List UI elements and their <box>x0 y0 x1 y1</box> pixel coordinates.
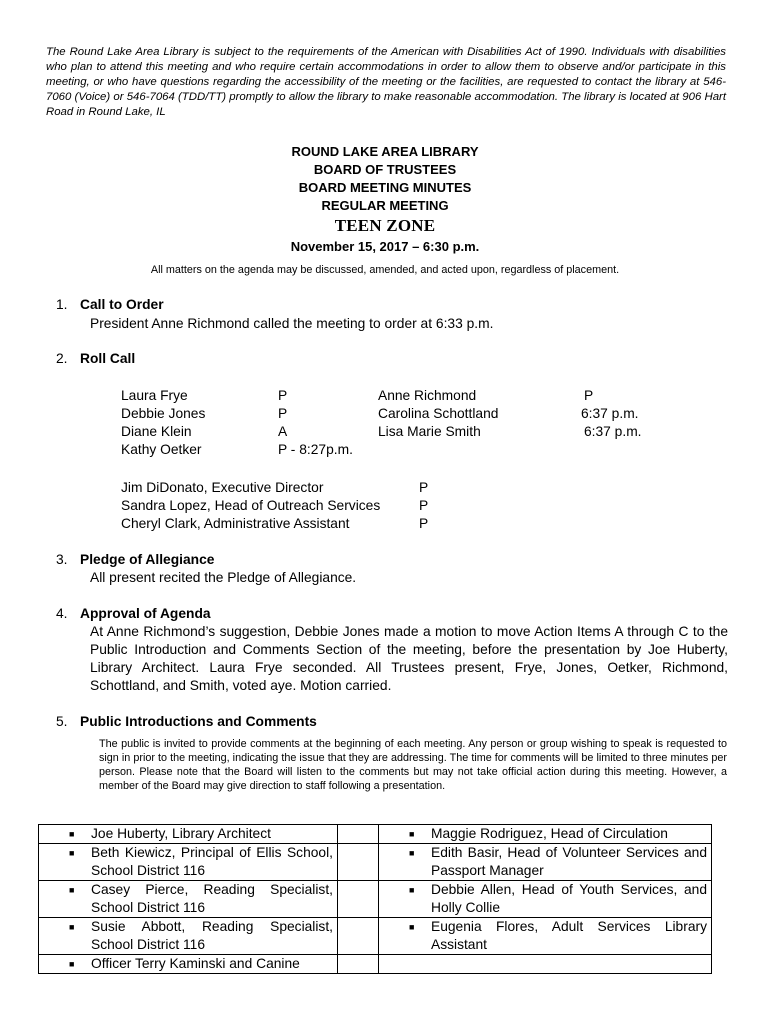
staff-name: Sandra Lopez, Head of Outreach Services <box>121 498 381 513</box>
staff-status: P <box>419 480 429 495</box>
table-cell <box>39 825 338 844</box>
section-roll-call-title <box>56 350 135 368</box>
bullet-icon: ■ <box>409 885 415 895</box>
speaker-name: Edith Basir, Head of Volunteer Services and Passport Manager <box>431 845 707 878</box>
bullet-icon: ■ <box>409 848 415 858</box>
roll-status: 6:37 p.m. <box>581 406 639 421</box>
speaker-name: Susie Abbott, Reading Specialist, School District 116 <box>91 919 333 952</box>
section-title-text: Approval of Agenda <box>80 606 211 621</box>
list-item <box>379 825 711 843</box>
table-cell <box>338 844 379 881</box>
table-row <box>39 955 712 974</box>
table-cell <box>379 825 712 844</box>
staff-name: Jim DiDonato, Executive Director <box>121 480 324 495</box>
roll-name: Lisa Marie Smith <box>378 424 481 439</box>
section-number: 4. <box>56 606 68 621</box>
table-cell <box>39 881 338 918</box>
table-row <box>39 918 712 955</box>
roll-name: Kathy Oetker <box>121 442 202 457</box>
table-cell <box>39 844 338 881</box>
speakers-table <box>38 824 712 974</box>
roll-status: P <box>278 388 288 403</box>
section-public-body: The public is invited to provide comments at the beginning of each meeting. Any person or group wishing to speak is requested to sign in prior to the meeting, indicating the issue that they are addressing. The time for comments will be limited to three minutes per person. Please note that the Board will listen to the comments but may not take official action during this meeting. However, a member of the Board may give direction to staff following a presentation. <box>99 738 727 792</box>
speaker-name: Joe Huberty, Library Architect <box>91 826 271 841</box>
agenda-note: All matters on the agenda may be discussed, amended, and acted upon, regardless of placement. <box>150 264 620 276</box>
section-call-to-order-body: President Anne Richmond called the meeting to order at 6:33 p.m. <box>90 316 494 331</box>
table-row <box>39 844 712 881</box>
section-number: 1. <box>56 297 68 312</box>
bullet-icon: ■ <box>409 829 415 839</box>
speaker-name: Maggie Rodriguez, Head of Circulation <box>431 826 668 841</box>
header-minutes: BOARD MEETING MINUTES <box>298 180 472 195</box>
section-title-text: Call to Order <box>80 297 164 312</box>
section-agenda-title <box>56 605 211 623</box>
roll-name: Diane Klein <box>121 424 192 439</box>
bullet-icon: ■ <box>69 959 75 969</box>
staff-status: P <box>419 516 429 531</box>
roll-status: 6:37 p.m. <box>584 424 642 439</box>
staff-name: Cheryl Clark, Administrative Assistant <box>121 516 350 531</box>
bullet-icon: ■ <box>409 922 415 932</box>
table-cell <box>338 918 379 955</box>
header-date: November 15, 2017 – 6:30 p.m. <box>290 239 480 254</box>
section-number: 5. <box>56 714 68 729</box>
bullet-icon: ■ <box>69 829 75 839</box>
roll-status: P <box>278 406 288 421</box>
speaker-name: Debbie Allen, Head of Youth Services, and Holly Collie <box>431 882 707 915</box>
speaker-name: Casey Pierce, Reading Specialist, School District 116 <box>91 882 333 915</box>
table-row <box>39 825 712 844</box>
speaker-name: Eugenia Flores, Adult Services Library Assistant <box>431 919 707 952</box>
table-row <box>39 881 712 918</box>
table-cell <box>338 881 379 918</box>
list-item <box>39 825 337 843</box>
table-cell <box>379 844 712 881</box>
table-cell <box>39 955 338 974</box>
list-item <box>379 918 711 954</box>
section-pledge-title <box>56 551 214 569</box>
bullet-icon: ■ <box>69 922 75 932</box>
section-title-text: Pledge of Allegiance <box>80 552 215 567</box>
table-cell <box>379 918 712 955</box>
ada-notice: The Round Lake Area Library is subject to the requirements of the American with Disabilities Act of 1990. Individuals with disabilities who plan to attend this meeting and who require certain accommodations in order to allow them to observe and/or participate in this meeting, or who have questions regarding the accessibility of the meeting or the facilities, are requested to contact the library at 546-7060 (Voice) or 546-7064 (TDD/TT) promptly to allow the library to make reasonable accommodation. The library is located at 906 Hart Road in Round Lake, IL <box>46 46 726 118</box>
roll-status: P - 8:27p.m. <box>278 442 353 457</box>
roll-name: Anne Richmond <box>378 388 477 403</box>
bullet-icon: ■ <box>69 848 75 858</box>
speaker-name: Officer Terry Kaminski and Canine <box>91 956 300 971</box>
roll-status: P <box>584 388 594 403</box>
section-title-text: Public Introductions and Comments <box>80 714 317 729</box>
section-pledge-body: All present recited the Pledge of Allegiance. <box>90 570 357 585</box>
bullet-icon: ■ <box>69 885 75 895</box>
roll-name: Laura Frye <box>121 388 188 403</box>
list-item <box>39 918 337 954</box>
list-item <box>39 881 337 917</box>
speaker-name: Beth Kiewicz, Principal of Ellis School, School District 116 <box>91 845 333 878</box>
section-agenda-body: At Anne Richmond’s suggestion, Debbie Jones made a motion to move Action Items A through C to the Public Introduction and Comments Section of the meeting, before the presentation by Joe Huberty, Library Architect. Laura Frye seconded. All Trustees present, Frye, Jones, Oetker, Richmond, Schottland, and Smith, voted aye. Motion carried. <box>90 624 728 693</box>
table-cell <box>379 881 712 918</box>
section-call-to-order-title <box>56 296 164 314</box>
section-number: 3. <box>56 552 68 567</box>
header-location: TEEN ZONE <box>334 216 436 235</box>
list-item <box>39 955 337 973</box>
section-number: 2. <box>56 351 68 366</box>
list-item <box>379 844 711 880</box>
table-cell <box>338 955 379 974</box>
section-public-title <box>56 713 317 731</box>
roll-name: Carolina Schottland <box>378 406 499 421</box>
roll-status: A <box>278 424 288 439</box>
document-header <box>0 143 770 257</box>
section-title-text: Roll Call <box>80 351 136 366</box>
table-cell <box>379 955 712 974</box>
list-item <box>39 844 337 880</box>
roll-name: Debbie Jones <box>121 406 206 421</box>
list-item <box>379 881 711 917</box>
table-cell <box>338 825 379 844</box>
header-library-name: ROUND LAKE AREA LIBRARY <box>291 144 479 159</box>
header-meeting-type: REGULAR MEETING <box>321 198 449 213</box>
staff-status: P <box>419 498 429 513</box>
table-cell <box>39 918 338 955</box>
header-board: BOARD OF TRUSTEES <box>313 162 457 177</box>
